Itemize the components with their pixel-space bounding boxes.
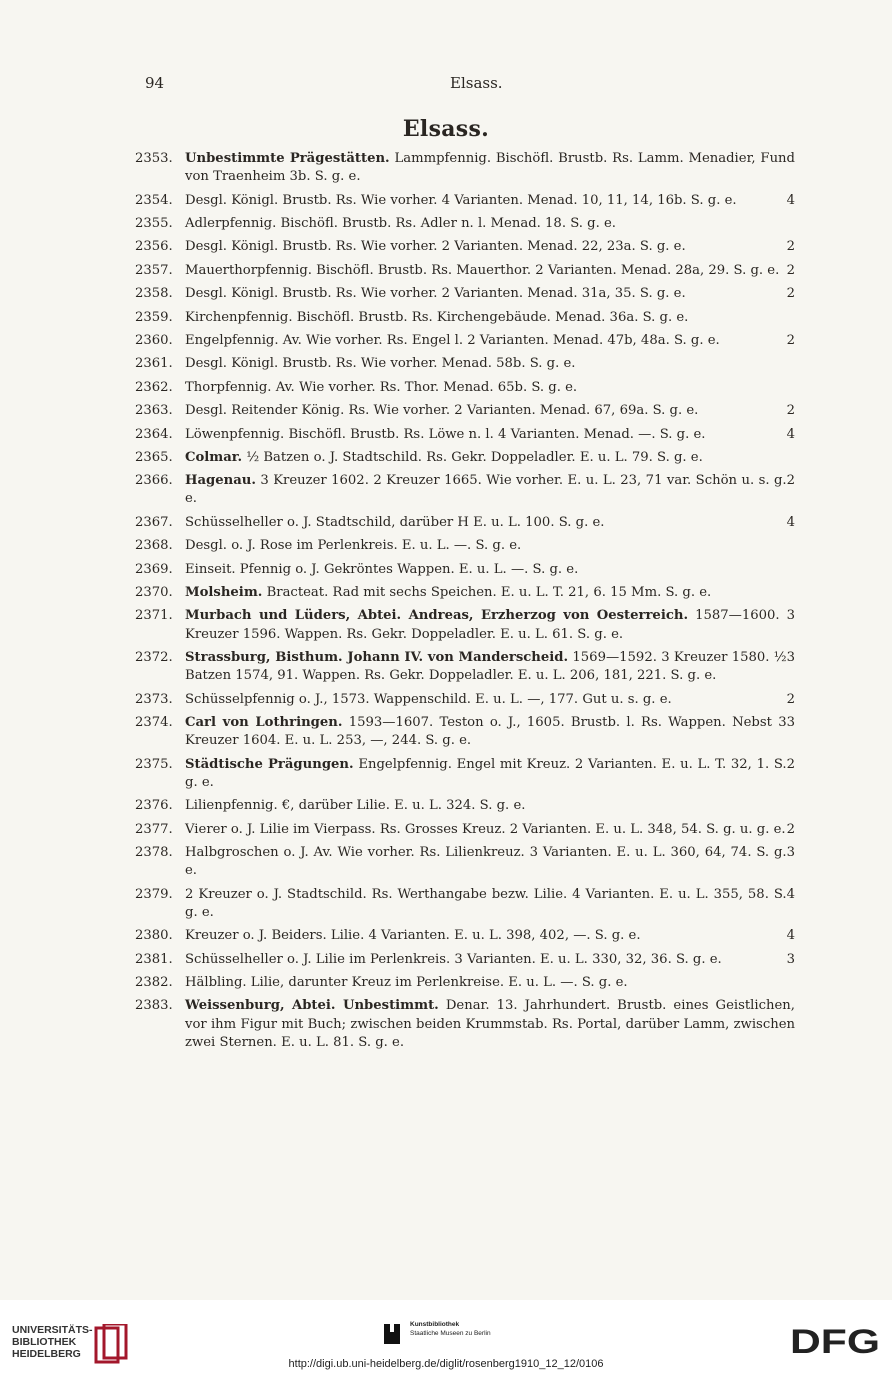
- entry-value: 2: [786, 821, 795, 837]
- entry-heading: Molsheim.: [185, 585, 263, 601]
- running-title: Elsass.: [450, 74, 503, 92]
- entry-number: 2359.: [135, 309, 173, 325]
- entry-value: 4: [786, 514, 795, 530]
- catalogue-entry: [135, 974, 795, 992]
- catalogue-entry: [135, 150, 795, 186]
- entry-description: Löwenpfennig. Bischöfl. Brustb. Rs. Löwe n. l. 4 Varianten. Menad. —. S. g. e.: [185, 426, 706, 442]
- entry-text: [185, 332, 795, 350]
- entry-description: Schüsselheller o. J. Lilie im Perlenkreis. 3 Varianten. E. u. L. 330, 32, 36. S. g. e.: [185, 951, 722, 967]
- entry-value: 2: [786, 332, 795, 348]
- entry-description: Engelpfennig. Engel mit Kreuz. 2 Varianten. E. u. L. T. 32, 1. S. g. e.: [185, 756, 787, 790]
- catalogue-entry: [135, 951, 795, 969]
- entry-text: [185, 821, 795, 839]
- dfg-logo[interactable]: [790, 1326, 882, 1356]
- entry-number: 2356.: [135, 239, 173, 255]
- entry-description: Kreuzer o. J. Beiders. Lilie. 4 Varianten. E. u. L. 398, 402, —. S. g. e.: [185, 928, 641, 944]
- university-line-2: BIBLIOTHEK: [12, 1336, 77, 1348]
- entry-number: 2368.: [135, 538, 173, 554]
- entry-number: 2375.: [135, 756, 173, 772]
- entry-description: Desgl. Königl. Brustb. Rs. Wie vorher. Menad. 58b. S. g. e.: [185, 356, 576, 372]
- catalogue-entry: [135, 886, 795, 922]
- catalogue-entry: [135, 192, 795, 210]
- entry-description: Einseit. Pfennig o. J. Gekröntes Wappen. E. u. L. —. S. g. e.: [185, 561, 579, 577]
- catalogue-entry: [135, 402, 795, 420]
- entry-heading: Städtische Prägungen.: [185, 756, 354, 772]
- entry-description: 1593—1607. Teston o. J., 1605. Brustb. l. Rs. Wappen. Nebst 3 Kreuzer 1604. E. u. L. 253, —, 244. S. g. e.: [185, 715, 787, 749]
- entry-heading: Carl von Lothringen.: [185, 715, 343, 731]
- kunstbibliothek-emblem-icon: [380, 1322, 404, 1346]
- entry-heading: Hagenau.: [185, 473, 256, 489]
- running-head: [145, 74, 795, 96]
- entry-description: 1587—1600. 3 Kreuzer 1596. Wappen. Rs. Gekr. Doppeladler. E. u. L. 61. S. g. e.: [185, 608, 795, 642]
- university-line-3: HEIDELBERG: [12, 1348, 81, 1360]
- catalogue-entry: [135, 797, 795, 815]
- entry-value: 4: [786, 426, 795, 442]
- entry-value: 2: [786, 691, 795, 707]
- entry-description: Lilienpfennig. €, darüber Lilie. E. u. L. 324. S. g. e.: [185, 798, 526, 814]
- entry-text: [185, 927, 795, 945]
- entry-text: [185, 797, 795, 815]
- entry-description: Vierer o. J. Lilie im Vierpass. Rs. Grosses Kreuz. 2 Varianten. E. u. L. 348, 54. S. g. u. g. e.: [185, 821, 786, 837]
- entry-number: 2369.: [135, 561, 173, 577]
- entry-description: Lammpfennig. Bischöfl. Brustb. Rs. Lamm. Menadier, Fund von Traenheim 3b. S. g. e.: [185, 151, 795, 185]
- entry-value: 2: [786, 262, 795, 278]
- entry-description: Hälbling. Lilie, darunter Kreuz im Perlenkreise. E. u. L. —. S. g. e.: [185, 974, 628, 990]
- entry-description: Desgl. Königl. Brustb. Rs. Wie vorher. 2 Varianten. Menad. 22, 23a. S. g. e.: [185, 239, 686, 255]
- entry-number: 2365.: [135, 449, 173, 465]
- entry-description: Desgl. Königl. Brustb. Rs. Wie vorher. 2 Varianten. Menad. 31a, 35. S. g. e.: [185, 286, 686, 302]
- entry-text: [185, 379, 795, 397]
- entry-text: [185, 238, 795, 256]
- entry-text: [185, 355, 795, 373]
- entry-heading: Weissenburg, Abtei. Unbestimmt.: [185, 998, 439, 1014]
- catalogue-entries: [135, 150, 795, 1057]
- kunstbibliothek-subtitle: Staatliche Museen zu Berlin: [410, 1330, 491, 1337]
- entry-description: Engelpfennig. Av. Wie vorher. Rs. Engel l. 2 Varianten. Menad. 47b, 48a. S. g. e.: [185, 332, 720, 348]
- entry-description: Desgl. Königl. Brustb. Rs. Wie vorher. 4 Varianten. Menad. 10, 11, 14, 16b. S. g. e.: [185, 192, 737, 208]
- catalogue-entry: [135, 309, 795, 327]
- entry-heading: Unbestimmte Prägestätten.: [185, 151, 390, 166]
- entry-value: 2: [786, 239, 795, 255]
- entry-value: 4: [786, 886, 795, 902]
- page-number: 94: [145, 74, 165, 92]
- entry-number: 2366.: [135, 473, 173, 489]
- entry-value: 2: [786, 473, 795, 489]
- entry-number: 2377.: [135, 821, 173, 837]
- entry-text: [185, 997, 795, 1052]
- catalogue-entry: [135, 332, 795, 350]
- catalogue-entry: [135, 584, 795, 602]
- entry-text: [185, 691, 795, 709]
- entry-heading: Murbach und Lüders, Abtei. Andreas, Erzherzog von Oesterreich.: [185, 608, 689, 624]
- entry-number: 2370.: [135, 585, 173, 601]
- catalogue-entry: [135, 449, 795, 467]
- catalogue-entry: [135, 997, 795, 1052]
- entry-number: 2382.: [135, 974, 173, 990]
- catalogue-entry: [135, 355, 795, 373]
- entry-number: 2379.: [135, 886, 173, 902]
- entry-number: 2361.: [135, 356, 173, 372]
- entry-text: [185, 584, 795, 602]
- catalogue-entry: [135, 379, 795, 397]
- entry-number: 2376.: [135, 798, 173, 814]
- entry-number: 2358.: [135, 286, 173, 302]
- catalogue-entry: [135, 262, 795, 280]
- entry-value: 3: [786, 715, 795, 731]
- entry-value: 3: [786, 844, 795, 860]
- dfg-label: DFG: [790, 1326, 880, 1356]
- catalogue-entry: [135, 215, 795, 233]
- entry-text: [185, 607, 795, 643]
- entry-number: 2355.: [135, 215, 173, 231]
- entry-text: [185, 426, 795, 444]
- entry-heading: Colmar.: [185, 449, 243, 465]
- catalogue-entry: [135, 238, 795, 256]
- entry-text: [185, 974, 795, 992]
- entry-text: [185, 402, 795, 420]
- catalogue-entry: [135, 607, 795, 643]
- entry-text: [185, 150, 795, 186]
- entry-description: Schüsselpfennig o. J., 1573. Wappenschild. E. u. L. —, 177. Gut u. s. g. e.: [185, 691, 672, 707]
- entry-description: Adlerpfennig. Bischöfl. Brustb. Rs. Adler n. l. Menad. 18. S. g. e.: [185, 215, 616, 231]
- kunstbibliothek-logo[interactable]: [380, 1320, 540, 1350]
- entry-number: 2378.: [135, 844, 173, 860]
- entry-number: 2353.: [135, 151, 173, 166]
- entry-value: 2: [786, 286, 795, 302]
- catalogue-entry: [135, 537, 795, 555]
- entry-text: [185, 215, 795, 233]
- catalogue-entry: [135, 426, 795, 444]
- entry-number: 2354.: [135, 192, 173, 208]
- kunstbibliothek-title: Kunstbibliothek: [410, 1321, 460, 1328]
- entry-description: Halbgroschen o. J. Av. Wie vorher. Rs. Lilienkreuz. 3 Varianten. E. u. L. 360, 64, 74. S. g. e.: [185, 844, 787, 879]
- entry-description: Desgl. o. J. Rose im Perlenkreis. E. u. L. —. S. g. e.: [185, 538, 522, 554]
- entry-value: 2: [786, 403, 795, 419]
- entry-number: 2374.: [135, 715, 173, 731]
- entry-number: 2357.: [135, 262, 173, 278]
- entry-text: [185, 886, 795, 922]
- entry-text: [185, 449, 795, 467]
- entry-text: [185, 262, 795, 280]
- entry-number: 2364.: [135, 426, 173, 442]
- entry-text: [185, 537, 795, 555]
- entry-description: Schüsselheller o. J. Stadtschild, darüber H E. u. L. 100. S. g. e.: [185, 514, 605, 530]
- entry-number: 2372.: [135, 650, 173, 666]
- entry-number: 2383.: [135, 998, 173, 1014]
- entry-number: 2380.: [135, 928, 173, 944]
- catalogue-entry: [135, 561, 795, 579]
- entry-text: [185, 951, 795, 969]
- entry-value: 3: [786, 650, 795, 666]
- catalogue-entry: [135, 714, 795, 750]
- entry-number: 2360.: [135, 332, 173, 348]
- entry-text: [185, 561, 795, 579]
- entry-text: [185, 844, 795, 880]
- entry-value: 4: [786, 928, 795, 944]
- entry-number: 2362.: [135, 379, 173, 395]
- entry-text: [185, 472, 795, 508]
- university-line-1: UNIVERSITÄTS-: [12, 1324, 93, 1336]
- entry-number: 2371.: [135, 608, 173, 624]
- entry-description: ½ Batzen o. J. Stadtschild. Rs. Gekr. Doppeladler. E. u. L. 79. S. g. e.: [246, 449, 703, 465]
- catalogue-entry: [135, 821, 795, 839]
- entry-text: [185, 192, 795, 210]
- entry-value: 4: [786, 192, 795, 208]
- entry-number: 2381.: [135, 951, 173, 967]
- entry-text: [185, 285, 795, 303]
- entry-description: 2 Kreuzer o. J. Stadtschild. Rs. Werthangabe bezw. Lilie. 4 Varianten. E. u. L. 355, 58. S. g. e.: [185, 886, 787, 920]
- entry-description: Bracteat. Rad mit sechs Speichen. E. u. L. T. 21, 6. 15 Mm. S. g. e.: [266, 585, 712, 601]
- catalogue-entry: [135, 756, 795, 792]
- entry-text: [185, 649, 795, 685]
- entry-heading: Strassburg, Bisthum. Johann IV. von Manderscheid.: [185, 650, 569, 666]
- catalogue-entry: [135, 514, 795, 532]
- catalogue-entry: [135, 472, 795, 508]
- entry-text: [185, 756, 795, 792]
- entry-description: Desgl. Reitender König. Rs. Wie vorher. 2 Varianten. Menad. 67, 69a. S. g. e.: [185, 403, 699, 419]
- entry-description: Denar. 13. Jahrhundert. Brustb. eines Geistlichen, vor ihm Figur mit Buch; zwischen beiden Krummstab. Rs. Portal, darüber Lamm, zwischen zwei Sternen. E. u. L. 81. S. g. e.: [185, 998, 795, 1050]
- entry-text: [185, 309, 795, 327]
- entry-value: 2: [786, 756, 795, 772]
- catalogue-entry: [135, 691, 795, 709]
- entry-number: 2373.: [135, 691, 173, 707]
- entry-number: 2367.: [135, 514, 173, 530]
- catalogue-entry: [135, 927, 795, 945]
- entry-text: [185, 714, 795, 750]
- entry-description: 1569—1592. 3 Kreuzer 1580. ½ Batzen 1574, 91. Wappen. Rs. Gekr. Doppeladler. E. u. L. 206, 181, 221. S. g. e.: [185, 650, 787, 684]
- catalogue-entry: [135, 649, 795, 685]
- entry-description: Kirchenpfennig. Bischöfl. Brustb. Rs. Kirchengebäude. Menad. 36a. S. g. e.: [185, 309, 689, 325]
- entry-number: 2363.: [135, 403, 173, 419]
- source-url[interactable]: http://digi.ub.uni-heidelberg.de/diglit/rosenberg1910_12_12/0106: [288, 1358, 604, 1370]
- entry-description: 3 Kreuzer 1602. 2 Kreuzer 1665. Wie vorher. E. u. L. 23, 71 var. Schön u. s. g. e.: [185, 473, 787, 507]
- entry-text: [185, 514, 795, 532]
- catalogue-entry: [135, 844, 795, 880]
- entry-description: Thorpfennig. Av. Wie vorher. Rs. Thor. Menad. 65b. S. g. e.: [185, 379, 578, 395]
- section-title: Elsass.: [402, 116, 490, 142]
- entry-description: Mauerthorpfennig. Bischöfl. Brustb. Rs. Mauerthor. 2 Varianten. Menad. 28a, 29. S. g. e.: [185, 262, 780, 278]
- entry-value: 3: [786, 951, 795, 967]
- catalogue-entry: [135, 285, 795, 303]
